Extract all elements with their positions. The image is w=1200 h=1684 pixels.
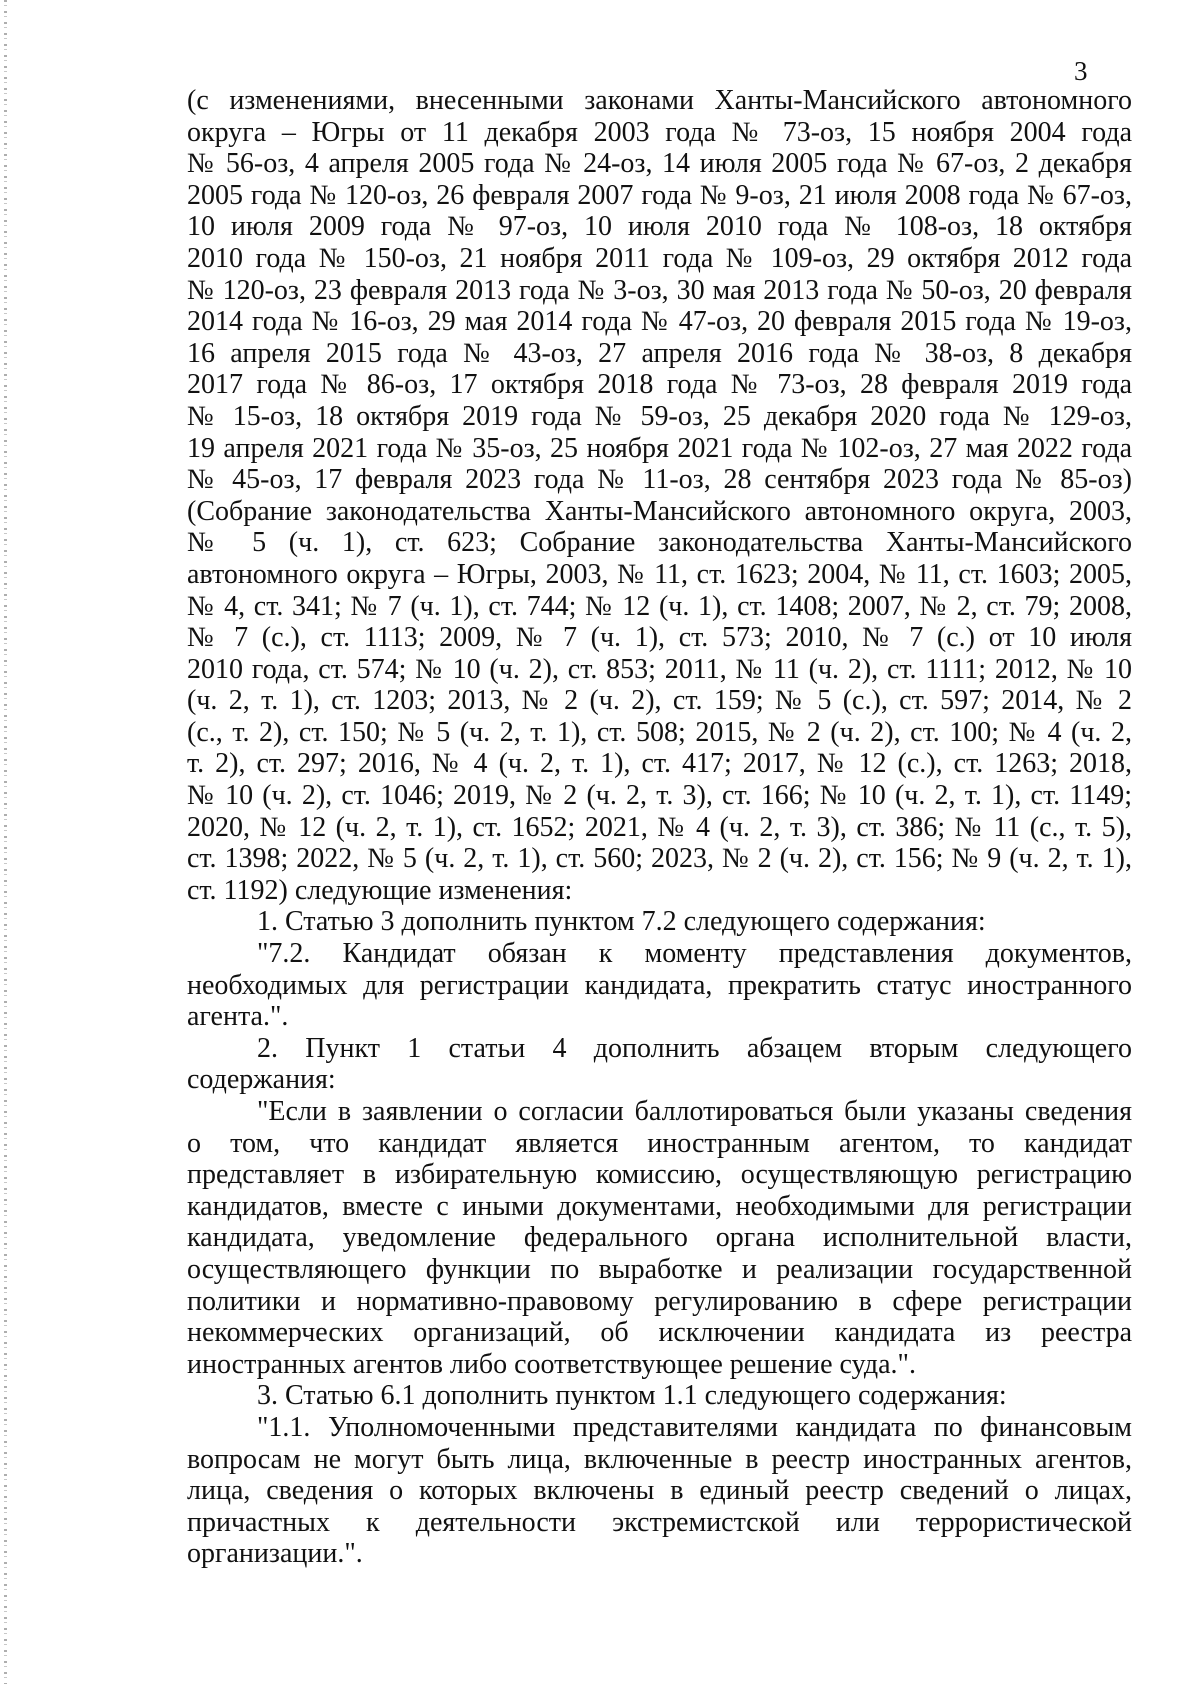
text-line: агента.". — [187, 1001, 289, 1033]
text-line: осуществляющего функции по выработке и реализации государственной — [187, 1253, 1132, 1285]
text-line: 2014 года № 16-оз, 29 мая 2014 года № 47-оз, 20 февраля 2015 года № 19-оз, — [187, 306, 1132, 338]
text-line: округа – Югры от 11 декабря 2003 года № 73-оз, 15 ноября 2004 года — [187, 116, 1132, 148]
text-line: иностранных агентов либо соответствующее решение суда.". — [187, 1348, 916, 1380]
document-body — [187, 85, 1132, 1570]
text-line: 2010 года № 150-оз, 21 ноября 2011 года № 109-оз, 29 октября 2012 года — [187, 242, 1132, 274]
text-line: "7.2. Кандидат обязан к моменту представления документов, — [257, 938, 1132, 970]
text-line: "1.1. Уполномоченными представителями кандидата по финансовым — [257, 1411, 1132, 1443]
text-line: № 7 (с.), ст. 1113; 2009, № 7 (ч. 1), ст. 573; 2010, № 7 (с.) от 10 июля — [187, 622, 1132, 654]
text-line: 10 июля 2009 года № 97-оз, 10 июля 2010 года № 108-оз, 18 октября — [187, 211, 1132, 243]
text-line: вопросам не могут быть лица, включенные в реестр иностранных агентов, — [187, 1443, 1132, 1475]
text-line: содержания: — [187, 1064, 336, 1096]
text-line: 1. Статью 3 дополнить пунктом 7.2 следующего содержания: — [257, 906, 986, 938]
text-line: представляет в избирательную комиссию, осуществляющую регистрацию — [187, 1159, 1132, 1191]
text-line: 2017 года № 86-оз, 17 октября 2018 года № 73-оз, 28 февраля 2019 года — [187, 369, 1132, 401]
text-line: 2. Пункт 1 статьи 4 дополнить абзацем вторым следующего — [257, 1032, 1132, 1064]
text-line: 2020, № 12 (ч. 2, т. 1), ст. 1652; 2021, № 4 (ч. 2, т. 3), ст. 386; № 11 (с., т. 5), — [187, 811, 1132, 843]
text-line: 3. Статью 6.1 дополнить пунктом 1.1 следующего содержания: — [257, 1380, 1007, 1412]
text-line: (ч. 2, т. 1), ст. 1203; 2013, № 2 (ч. 2), ст. 159; № 5 (с.), ст. 597; 2014, № 2 — [187, 685, 1132, 717]
text-line: "Если в заявлении о согласии баллотироваться были указаны сведения — [257, 1096, 1132, 1127]
text-line: № 15-оз, 18 октября 2019 года № 59-оз, 25 декабря 2020 года № 129-оз, — [187, 400, 1132, 432]
text-line: ст. 1192) следующие изменения: — [187, 874, 573, 906]
text-line: некоммерческих организаций, об исключении кандидата из реестра — [187, 1317, 1132, 1349]
text-line: 2010 года, ст. 574; № 10 (ч. 2), ст. 853; 2011, № 11 (ч. 2), ст. 1111; 2012, № 10 — [187, 653, 1132, 685]
text-line: № 45-оз, 17 февраля 2023 года № 11-оз, 28 сентября 2023 года № 85-оз) — [187, 464, 1132, 496]
text-line: № 4, ст. 341; № 7 (ч. 1), ст. 744; № 12 (ч. 1), ст. 1408; 2007, № 2, ст. 79; 2008, — [187, 590, 1132, 622]
text-line: организации.". — [187, 1538, 363, 1570]
text-line: кандидата, уведомление федерального органа исполнительной власти, — [187, 1222, 1132, 1254]
text-line: ст. 1398; 2022, № 5 (ч. 2, т. 1), ст. 560; 2023, № 2 (ч. 2), ст. 156; № 9 (ч. 2, т. 1), — [187, 843, 1132, 875]
text-line: необходимых для регистрации кандидата, прекратить статус иностранного — [187, 969, 1132, 1001]
text-line: автономного округа – Югры, 2003, № 11, ст. 1623; 2004, № 11, ст. 1603; 2005, — [187, 558, 1132, 590]
text-line: (с., т. 2), ст. 150; № 5 (ч. 2, т. 1), ст. 508; 2015, № 2 (ч. 2), ст. 100; № 4 (ч. 2, — [187, 716, 1132, 748]
text-line: 16 апреля 2015 года № 43-оз, 27 апреля 2016 года № 38-оз, 8 декабря — [187, 337, 1132, 369]
text-line: № 10 (ч. 2), ст. 1046; 2019, № 2 (ч. 2, т. 3), ст. 166; № 10 (ч. 2, т. 1), ст. 1149; — [187, 780, 1132, 812]
page-number: 3 — [1074, 56, 1088, 86]
text-line: 19 апреля 2021 года № 35-оз, 25 ноября 2021 года № 102-оз, 27 мая 2022 года — [187, 432, 1132, 464]
text-line: 2005 года № 120-оз, 26 февраля 2007 года № 9-оз, 21 июля 2008 года № 67-оз, — [187, 179, 1132, 211]
text-line: лица, сведения о которых включены в единый реестр сведений о лицах, — [187, 1475, 1132, 1507]
text-line: № 120-оз, 23 февраля 2013 года № 3-оз, 30 мая 2013 года № 50-оз, 20 февраля — [187, 274, 1132, 306]
text-line: № 5 (ч. 1), ст. 623; Собрание законодательства Ханты-Мансийского — [187, 527, 1132, 559]
text-line: о том, что кандидат является иностранным агентом, то кандидат — [187, 1127, 1132, 1159]
text-line: т. 2), ст. 297; 2016, № 4 (ч. 2, т. 1), ст. 417; 2017, № 12 (с.), ст. 1263; 2018, — [187, 748, 1132, 780]
text-line: кандидатов, вместе с иными документами, необходимыми для регистрации — [187, 1190, 1132, 1222]
text-line: (Собрание законодательства Ханты-Мансийского автономного округа, 2003, — [187, 495, 1132, 527]
text-line: политики и нормативно-правовому регулированию в сфере регистрации — [187, 1285, 1132, 1317]
text-line: (с изменениями, внесенными законами Ханты-Мансийского автономного — [187, 85, 1132, 116]
scan-edge-artifact — [4, 0, 7, 1684]
text-line: № 56-оз, 4 апреля 2005 года № 24-оз, 14 июля 2005 года № 67-оз, 2 декабря — [187, 148, 1132, 180]
text-line: причастных к деятельности экстремистской или террористической — [187, 1506, 1132, 1538]
